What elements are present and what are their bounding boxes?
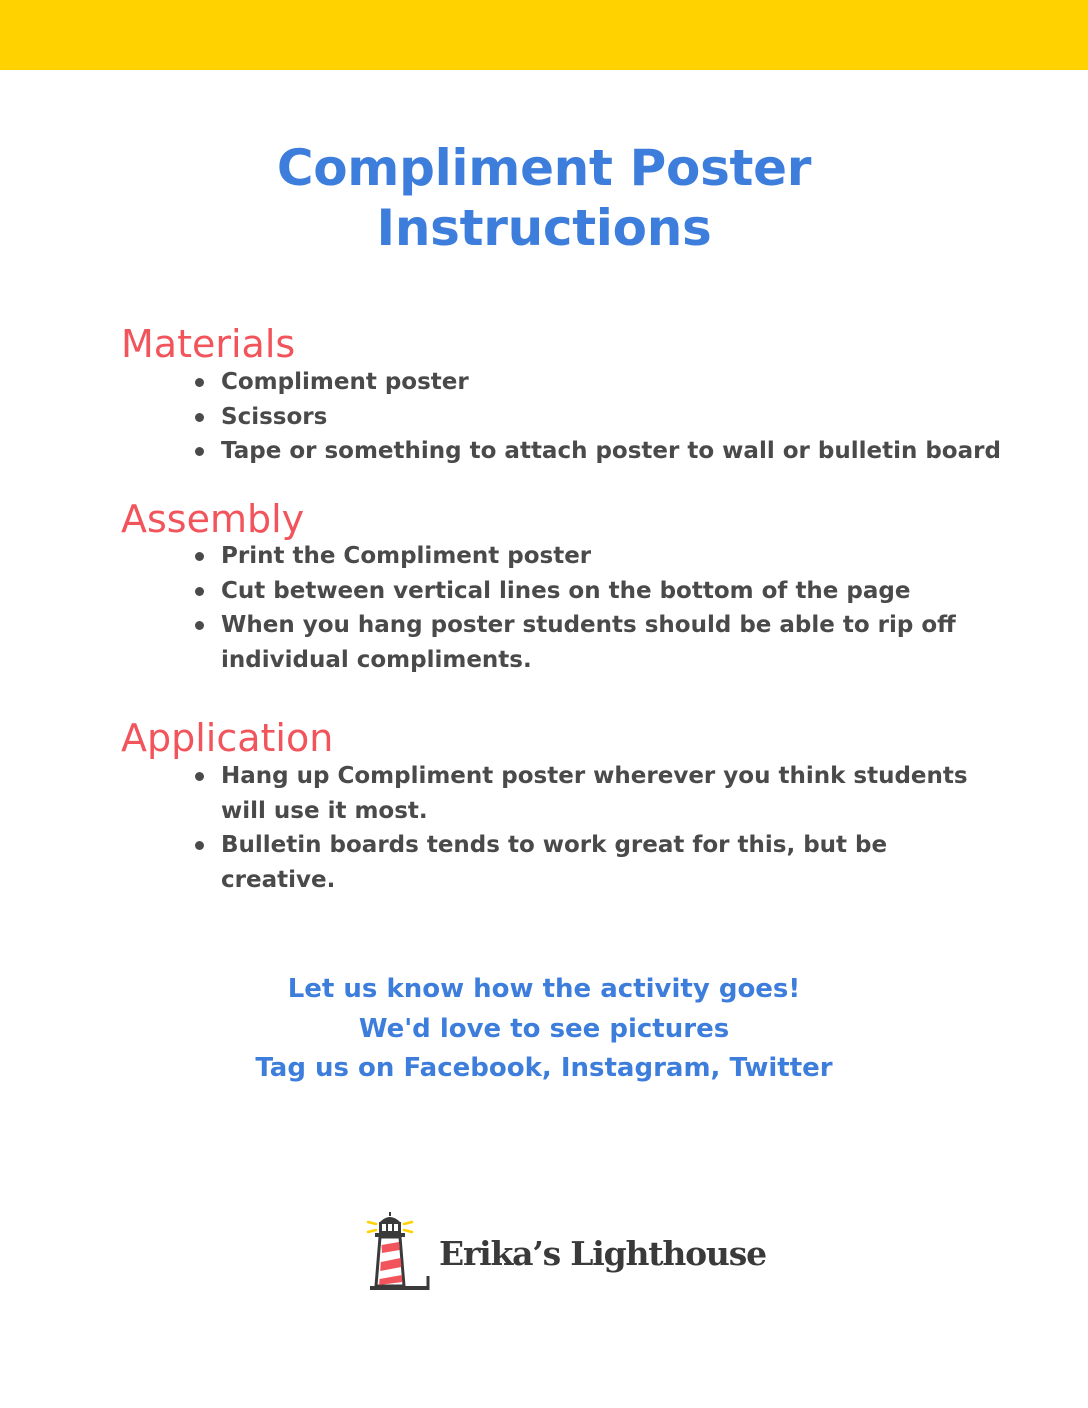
list-item: Scissors [221, 400, 1001, 435]
closing-line-1: Let us know how the activity goes! [287, 974, 801, 1004]
page-title [0, 138, 1088, 258]
list-item: Compliment poster [221, 365, 1001, 400]
list-item: Hang up Compliment poster wherever you think students will use it most. [221, 759, 1001, 828]
list-item: When you hang poster students should be able to rip off individual compliments. [221, 608, 1001, 677]
closing-message [0, 970, 1088, 1089]
materials-heading: Materials [121, 322, 296, 366]
erikas-lighthouse-logo [366, 1212, 766, 1292]
assembly-heading: Assembly [121, 497, 305, 541]
lighthouse-icon [366, 1212, 436, 1292]
closing-line-2: We'd love to see pictures [358, 1013, 730, 1044]
assembly-list [221, 539, 1001, 678]
application-heading: Application [121, 716, 334, 760]
page-title-line-1: Compliment Poster [276, 139, 812, 197]
list-item: Cut between vertical lines on the bottom of the page [221, 574, 1001, 609]
list-item: Print the Compliment poster [221, 539, 1001, 574]
list-item: Tape or something to attach poster to wall or bulletin board [221, 434, 1001, 469]
application-list [221, 759, 1001, 898]
top-accent-bar [0, 0, 1088, 70]
page-title-line-2: Instructions [376, 199, 712, 257]
closing-line-3: Tag us on Facebook, Instagram, Twitter [255, 1053, 833, 1083]
materials-list [221, 365, 1001, 469]
list-item: Bulletin boards tends to work great for this, but be creative. [221, 828, 1001, 897]
logo-wordmark: Erika’s Lighthouse [439, 1234, 766, 1273]
